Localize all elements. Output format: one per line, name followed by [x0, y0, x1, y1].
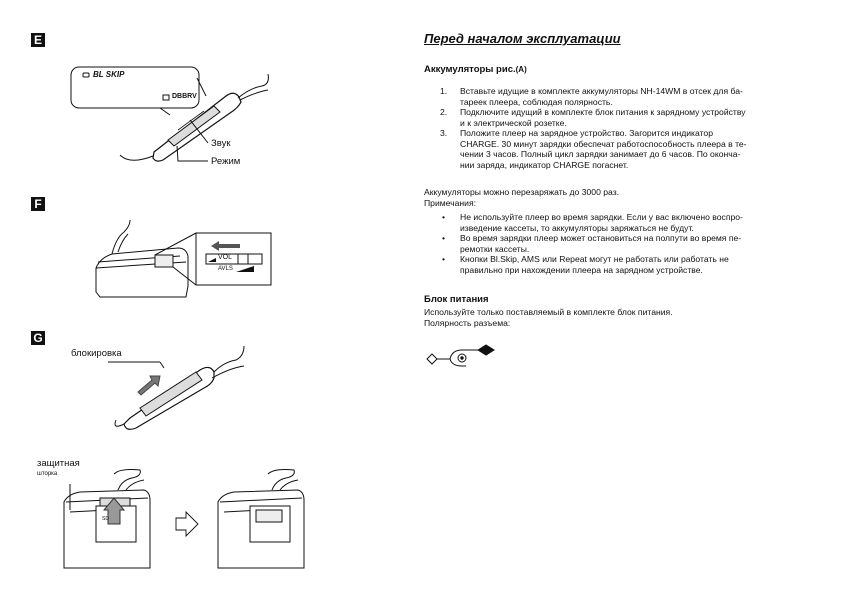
step-item	[440, 128, 800, 170]
step-text: Вставьте идущие в комплекте аккумуляторы NH-14WM в отсек для ба- тареек плеера, соблюдая полярность.	[460, 86, 743, 107]
battery-heading	[424, 64, 527, 75]
note-text: Во время зарядки плеер может остановиться на полпути во время пе- ремотки кассеты.	[460, 233, 742, 254]
recharge-note: Аккумуляторы можно перезаряжать до 3000 раз.	[424, 187, 620, 197]
bullet: •	[442, 254, 446, 264]
figure-g-player-closed	[218, 470, 304, 569]
callout-mode: Режим	[211, 156, 241, 167]
figure-g-remote	[108, 346, 244, 429]
switch-label-avls: AVLS	[218, 266, 233, 272]
power-heading: Блок питания	[424, 294, 489, 305]
shutter-plate-label: SD	[102, 516, 109, 522]
polarity-symbol	[427, 345, 494, 366]
note-item	[440, 212, 800, 233]
callout-shutter: защитная	[37, 458, 80, 469]
battery-heading-text: Аккумуляторы рис.	[424, 64, 516, 75]
display-text-dbbrv: DBBRV	[172, 93, 197, 100]
figure-label-g: G	[31, 331, 45, 345]
callout-shutter-sub: шторка	[37, 471, 58, 477]
switch-label-vol: VOL	[218, 254, 233, 261]
figure-label-e: E	[31, 33, 45, 47]
callout-lock: блокировка	[71, 348, 122, 359]
step-number: 3.	[440, 128, 448, 138]
step-item	[440, 107, 800, 128]
notes-list	[440, 212, 800, 275]
note-text: Кнопки Bl.Skip, AMS или Repeat могут не работать или работать не правильно при нахождении плеера на зарядном устройстве.	[460, 254, 729, 275]
note-item	[440, 233, 800, 254]
notes-heading: Примечания:	[424, 198, 477, 208]
step-number: 1.	[440, 86, 448, 96]
charging-steps	[440, 86, 800, 170]
figure-g-player-open	[64, 470, 150, 569]
display-text-bl-skip: BL SKIP	[93, 70, 125, 79]
step-number: 2.	[440, 107, 448, 117]
bullet: •	[442, 233, 446, 243]
callout-sound: Звук	[211, 138, 231, 149]
power-text: Используйте только поставляемый в комплекте блок питания.	[424, 307, 673, 317]
note-text: Не используйте плеер во время зарядки. Если у вас включено воспро- изведение кассеты, то аккумуляторы заряжаться не будут.	[460, 212, 743, 233]
figure-label-f: F	[31, 197, 45, 211]
figure-f-player	[96, 220, 271, 297]
step-item	[440, 86, 800, 107]
polarity-text: Полярность разъема:	[424, 318, 511, 328]
page-title: Перед началом эксплуатации	[424, 31, 621, 46]
note-item	[440, 254, 800, 275]
step-text: Подключите идущий в комплекте блок питания к зарядному устройству и к электрической розетке.	[460, 107, 746, 128]
step-text: Положите плеер на зарядное устройство. Загорится индикатор CHARGE. 30 минут зарядки обеспечат работоспособность плеера в те- чении 3 часов. Полный цикл зарядки занимает до 6 часов. По оконча- нии заряда, индикатор CHARGE погаснет.	[460, 128, 747, 170]
figure-g-transition-arrow	[176, 512, 198, 536]
bullet: •	[442, 212, 446, 222]
battery-heading-ref: (A)	[515, 65, 527, 74]
figure-e-remote	[71, 67, 268, 161]
